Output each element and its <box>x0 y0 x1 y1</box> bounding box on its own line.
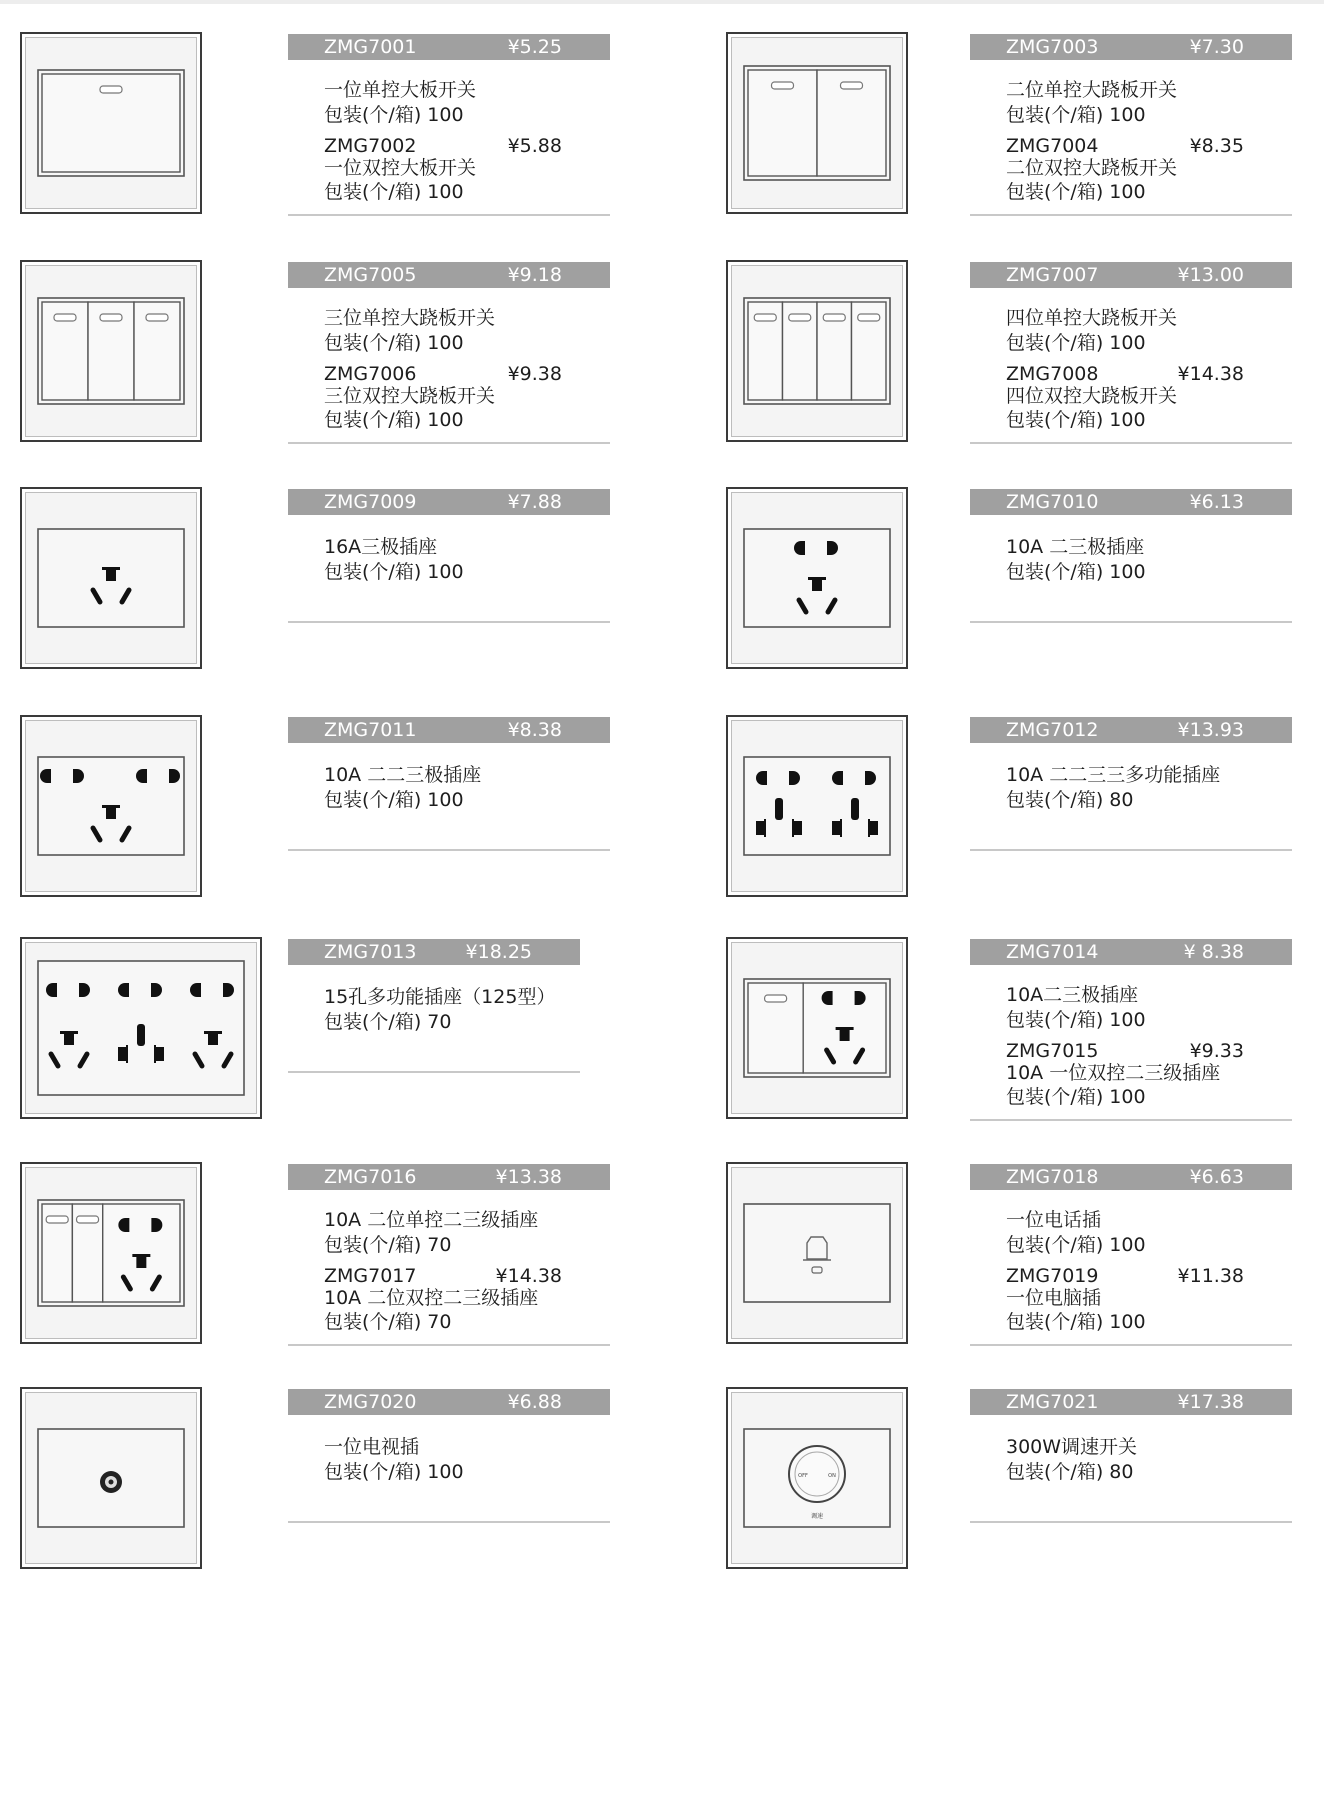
product-description: 一位电脑插 <box>1006 1287 1102 1309</box>
product-image-phone-jack <box>726 1162 908 1344</box>
product-header-bar <box>970 262 1292 288</box>
product-image-socket-15 <box>20 937 262 1119</box>
product-code: ZMG7020 <box>324 1391 417 1413</box>
product-description: 二位单控大跷板开关 <box>1006 79 1178 101</box>
product-code: ZMG7010 <box>1006 491 1099 513</box>
section-divider <box>970 214 1292 216</box>
dimmer-off-label: OFF <box>798 1473 808 1479</box>
product-image-switch-3 <box>20 260 202 442</box>
product-price: ¥13.00 <box>1177 264 1244 286</box>
rocker-button <box>783 302 818 400</box>
packaging-info: 包装(个/箱) 100 <box>324 104 464 126</box>
rocker-button <box>88 302 134 400</box>
packaging-info: 包装(个/箱) 70 <box>324 1234 452 1256</box>
section-divider <box>970 1344 1292 1346</box>
variant-code: ZMG7004 <box>1006 135 1099 157</box>
packaging-info: 包装(个/箱) 100 <box>1006 561 1146 583</box>
product-price: ¥13.38 <box>495 1166 562 1188</box>
product-description: 四位双控大跷板开关 <box>1006 385 1178 407</box>
packaging-info: 包装(个/箱) 100 <box>324 409 464 431</box>
variant-price: ¥8.35 <box>1189 135 1244 157</box>
section-divider <box>288 1071 580 1073</box>
rocker-button <box>852 302 887 400</box>
variant-code: ZMG7008 <box>1006 363 1099 385</box>
rocker-button <box>42 74 180 172</box>
product-description: 一位电话插 <box>1006 1209 1102 1231</box>
product-header-bar <box>288 34 610 60</box>
rocker-button <box>748 70 817 176</box>
packaging-info: 包装(个/箱) 100 <box>1006 1086 1146 1108</box>
product-image-dimmer <box>726 1387 908 1569</box>
product-code: ZMG7005 <box>324 264 417 286</box>
product-description: 三位单控大跷板开关 <box>324 307 496 329</box>
product-description: 一位双控大板开关 <box>324 157 477 179</box>
section-divider <box>288 849 610 851</box>
product-description: 10A 二二三三多功能插座 <box>1006 764 1221 786</box>
rocker-button <box>134 302 180 400</box>
dimmer-on-label: ON <box>828 1473 836 1479</box>
product-code: ZMG7003 <box>1006 36 1099 58</box>
section-divider <box>288 214 610 216</box>
rocker-button <box>817 302 852 400</box>
product-header-bar <box>970 1389 1292 1415</box>
variant-price: ¥5.88 <box>507 135 562 157</box>
product-description: 16A三极插座 <box>324 536 438 558</box>
section-divider <box>970 849 1292 851</box>
product-header-bar <box>970 939 1292 965</box>
product-description: 三位双控大跷板开关 <box>324 385 496 407</box>
section-divider <box>970 442 1292 444</box>
product-description: 300W调速开关 <box>1006 1436 1138 1458</box>
product-code: ZMG7011 <box>324 719 417 741</box>
packaging-info: 包装(个/箱) 100 <box>324 181 464 203</box>
packaging-info: 包装(个/箱) 80 <box>1006 789 1134 811</box>
packaging-info: 包装(个/箱) 100 <box>324 561 464 583</box>
packaging-info: 包装(个/箱) 100 <box>324 1461 464 1483</box>
product-price: ¥6.13 <box>1189 491 1244 513</box>
product-description: 10A 二二三极插座 <box>324 764 482 786</box>
packaging-info: 包装(个/箱) 70 <box>324 1011 452 1033</box>
product-header-bar <box>970 717 1292 743</box>
product-price: ¥6.63 <box>1189 1166 1244 1188</box>
tv-coax-icon <box>100 1471 122 1493</box>
section-divider <box>970 1521 1292 1523</box>
product-code: ZMG7014 <box>1006 941 1099 963</box>
product-price: ¥ 8.38 <box>1183 941 1244 963</box>
product-header-bar <box>288 489 610 515</box>
product-image-switch1-socket <box>726 937 908 1119</box>
product-description: 10A 二位单控二三级插座 <box>324 1209 539 1231</box>
product-description: 10A 二位双控二三级插座 <box>324 1287 539 1309</box>
product-header-bar <box>288 717 610 743</box>
product-description: 10A 一位双控二三级插座 <box>1006 1062 1221 1084</box>
packaging-info: 包装(个/箱) 100 <box>1006 332 1146 354</box>
section-divider <box>288 1521 610 1523</box>
variant-price: ¥9.38 <box>507 363 562 385</box>
variant-code: ZMG7019 <box>1006 1265 1099 1287</box>
product-code: ZMG7018 <box>1006 1166 1099 1188</box>
packaging-info: 包装(个/箱) 100 <box>324 789 464 811</box>
product-price: ¥17.38 <box>1177 1391 1244 1413</box>
section-divider <box>970 1119 1292 1121</box>
product-description: 10A 二三极插座 <box>1006 536 1145 558</box>
product-header-bar <box>288 262 610 288</box>
section-divider <box>288 1344 610 1346</box>
product-price: ¥5.25 <box>507 36 562 58</box>
rocker-button <box>748 983 803 1073</box>
dimmer-caption: 调速 <box>810 1513 824 1520</box>
product-code: ZMG7009 <box>324 491 417 513</box>
packaging-info: 包装(个/箱) 100 <box>1006 1311 1146 1333</box>
packaging-info: 包装(个/箱) 100 <box>324 332 464 354</box>
product-image-socket-multi-8 <box>726 715 908 897</box>
section-divider <box>970 621 1292 623</box>
section-divider <box>288 442 610 444</box>
product-header-bar <box>288 939 580 965</box>
product-image-socket-2-2-3 <box>20 715 202 897</box>
packaging-info: 包装(个/箱) 100 <box>1006 104 1146 126</box>
product-price: ¥18.25 <box>465 941 532 963</box>
variant-code: ZMG7017 <box>324 1265 417 1287</box>
rocker-button <box>817 70 886 176</box>
product-code: ZMG7012 <box>1006 719 1099 741</box>
section-divider <box>288 621 610 623</box>
packaging-info: 包装(个/箱) 100 <box>1006 1009 1146 1031</box>
product-description: 一位单控大板开关 <box>324 79 477 101</box>
variant-price: ¥14.38 <box>495 1265 562 1287</box>
product-header-bar <box>288 1164 610 1190</box>
packaging-info: 包装(个/箱) 80 <box>1006 1461 1134 1483</box>
packaging-info: 包装(个/箱) 100 <box>1006 409 1146 431</box>
product-price: ¥9.18 <box>507 264 562 286</box>
product-image-tv-jack <box>20 1387 202 1569</box>
variant-price: ¥14.38 <box>1177 363 1244 385</box>
product-code: ZMG7007 <box>1006 264 1099 286</box>
rocker-button <box>42 1204 72 1302</box>
product-image-socket-3pin <box>20 487 202 669</box>
product-description: 四位单控大跷板开关 <box>1006 307 1178 329</box>
product-price: ¥7.88 <box>507 491 562 513</box>
product-image-socket-2-3 <box>726 487 908 669</box>
product-price: ¥7.30 <box>1189 36 1244 58</box>
product-code: ZMG7021 <box>1006 1391 1099 1413</box>
product-header-bar <box>970 489 1292 515</box>
product-header-bar <box>970 1164 1292 1190</box>
variant-code: ZMG7006 <box>324 363 417 385</box>
rocker-button <box>72 1204 102 1302</box>
rocker-button <box>748 302 783 400</box>
product-image-switch-4 <box>726 260 908 442</box>
product-image-switch-2 <box>726 32 908 214</box>
product-code: ZMG7001 <box>324 36 417 58</box>
product-image-switch-1-large <box>20 32 202 214</box>
inner-module <box>744 1204 890 1302</box>
product-description: 10A二三极插座 <box>1006 984 1139 1006</box>
product-code: ZMG7013 <box>324 941 417 963</box>
variant-code: ZMG7015 <box>1006 1040 1099 1062</box>
product-price: ¥6.88 <box>507 1391 562 1413</box>
variant-price: ¥11.38 <box>1177 1265 1244 1287</box>
socket-module <box>103 1204 180 1302</box>
product-price: ¥8.38 <box>507 719 562 741</box>
product-code: ZMG7016 <box>324 1166 417 1188</box>
product-description: 二位双控大跷板开关 <box>1006 157 1178 179</box>
product-header-bar <box>970 34 1292 60</box>
variant-code: ZMG7002 <box>324 135 417 157</box>
product-description: 15孔多功能插座（125型） <box>324 986 556 1008</box>
packaging-info: 包装(个/箱) 70 <box>324 1311 452 1333</box>
product-image-switch2-socket <box>20 1162 202 1344</box>
packaging-info: 包装(个/箱) 100 <box>1006 1234 1146 1256</box>
packaging-info: 包装(个/箱) 100 <box>1006 181 1146 203</box>
rocker-button <box>42 302 88 400</box>
variant-price: ¥9.33 <box>1189 1040 1244 1062</box>
product-description: 一位电视插 <box>324 1436 420 1458</box>
product-header-bar <box>288 1389 610 1415</box>
product-price: ¥13.93 <box>1177 719 1244 741</box>
